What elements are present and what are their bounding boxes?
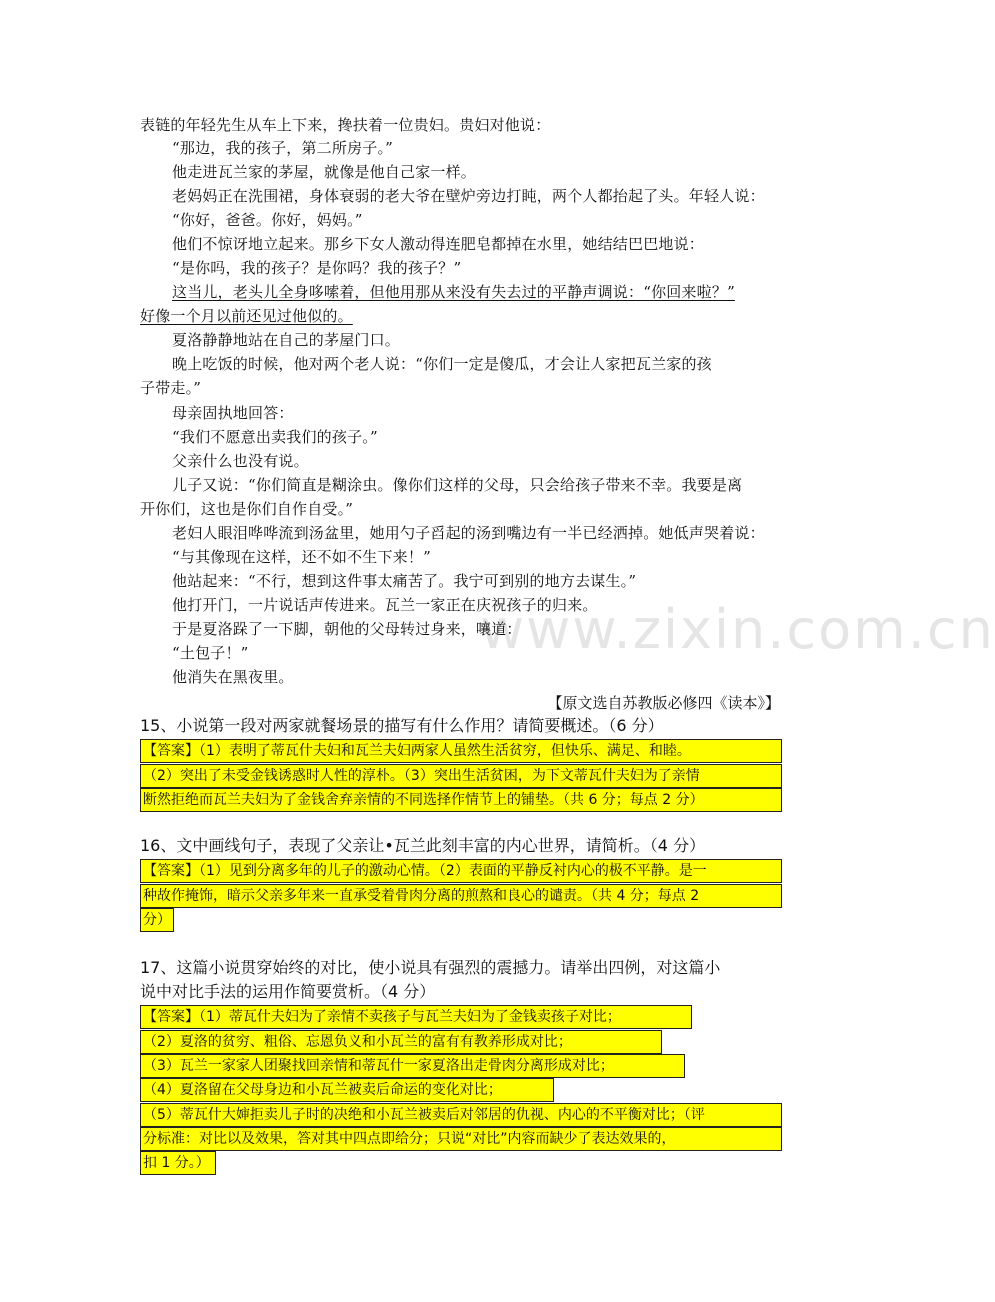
story-line: 他走进瓦兰家的茅屋，就像是他自己家一样。 [172,163,477,181]
answer-highlight: 分） [140,908,174,932]
story-line: “那边，我的孩子，第二所房子。” [172,139,394,157]
story-line: 儿子又说：“你们简直是糊涂虫。像你们这样的父母，只会给孩子带来不幸。我要是离 [172,476,743,494]
story-line: 于是夏洛跺了一下脚，朝他的父母转过身来，嚷道： [172,620,522,638]
underlined-sentence: 好像一个月以前还见过他似的。 [140,307,353,325]
question-17-cont: 说中对比手法的运用作简要赏析。（4 分） [140,982,436,1001]
story-line: 老妈妈正在洗围裙，身体衰弱的老大爷在壁炉旁边打盹，两个人都抬起了头。年轻人说： [172,187,765,205]
story-line: 老妇人眼泪哗哗流到汤盆里，她用勺子舀起的汤到嘴边有一半已经洒掉。她低声哭着说： [172,524,765,542]
answer-highlight: 分标准：对比以及效果，答对其中四点即给分；只说“对比”内容而缺少了表达效果的， [140,1127,782,1151]
story-line: “是你吗，我的孩子？是你吗？我的孩子？” [172,259,462,277]
answer-highlight: 【答案】（1）见到分离多年的儿子的激动心情。（2）表面的平静反衬内心的极不平静。是一 [140,859,782,883]
story-line: 表链的年轻先生从车上下来，搀扶着一位贵妇。贵妇对他说： [140,116,551,134]
underlined-sentence: 这当儿，老头儿全身哆嗦着，但他用那从来没有失去过的平静声调说：“你回来啦？” [172,283,735,301]
story-line: 他们不惊讶地立起来。那乡下女人激动得连肥皂都掉在水里，她结结巴巴地说： [172,235,705,253]
answer-highlight: （3）瓦兰一家家人团聚找回亲情和蒂瓦什一家夏洛出走骨肉分离形成对比； [140,1054,685,1078]
story-line: 他站起来：“不行，想到这件事太痛苦了。我宁可到别的地方去谋生。” [172,572,637,590]
story-line: 他打开门，一片说话声传进来。瓦兰一家正在庆祝孩子的归来。 [172,596,598,614]
story-line: “我们不愿意出卖我们的孩子。” [172,428,378,446]
story-line: 父亲什么也没有说。 [172,452,309,470]
question-15: 15、小说第一段对两家就餐场景的描写有什么作用？请简要概述。（6 分） [140,716,664,735]
watermark: www.zixin.com.cn [480,598,995,661]
answer-highlight: 扣 1 分。） [140,1151,216,1175]
answer-highlight: （5）蒂瓦什大婶拒卖儿子时的决绝和小瓦兰被卖后对邻居的仇视、内心的不平衡对比；（评 [140,1103,782,1127]
question-16: 16、文中画线句子，表现了父亲让•瓦兰此刻丰富的内心世界，请简析。（4 分） [140,836,706,855]
story-line: 开你们，这也是你们自作自受。” [140,500,354,518]
story-line: “与其像现在这样，还不如不生下来！” [172,548,431,566]
answer-highlight: 断然拒绝而瓦兰夫妇为了金钱舍弃亲情的不同选择作情节上的铺垫。（共 6 分；每点 2 分） [140,788,782,812]
answer-highlight: 种故作掩饰，暗示父亲多年来一直承受着骨肉分离的煎熬和良心的谴责。（共 4 分；每点 2 [140,884,782,908]
answer-highlight: （2）突出了未受金钱诱惑时人性的淳朴。（3）突出生活贫困，为下文蒂瓦什夫妇为了亲情 [140,764,782,788]
story-line: 夏洛静静地站在自己的茅屋门口。 [172,331,401,349]
question-17: 17、这篇小说贯穿始终的对比，使小说具有强烈的震撼力。请举出四例，对这篇小 [140,958,721,977]
source-citation: 【原文选自苏教版必修四《读本》】 [547,694,780,712]
answer-highlight: 【答案】（1）蒂瓦什夫妇为了亲情不卖孩子与瓦兰夫妇为了金钱卖孩子对比； [140,1005,692,1029]
story-line: 他消失在黑夜里。 [172,668,294,686]
story-line: 子带走。” [140,379,202,397]
answer-highlight: （2）夏洛的贫穷、粗俗、忘恩负义和小瓦兰的富有有教养形成对比； [140,1030,662,1054]
answer-highlight: 【答案】（1）表明了蒂瓦什夫妇和瓦兰夫妇两家人虽然生活贫穷，但快乐、满足、和睦。 [140,739,782,763]
story-line: “土包子！” [172,644,249,662]
answer-highlight: （4）夏洛留在父母身边和小瓦兰被卖后命运的变化对比； [140,1078,554,1102]
story-line: 晚上吃饭的时候，他对两个老人说：“你们一定是傻瓜，才会让人家把瓦兰家的孩 [172,355,712,373]
story-line: “你好，爸爸。你好，妈妈。” [172,211,363,229]
story-line: 母亲固执地回答： [172,404,294,422]
